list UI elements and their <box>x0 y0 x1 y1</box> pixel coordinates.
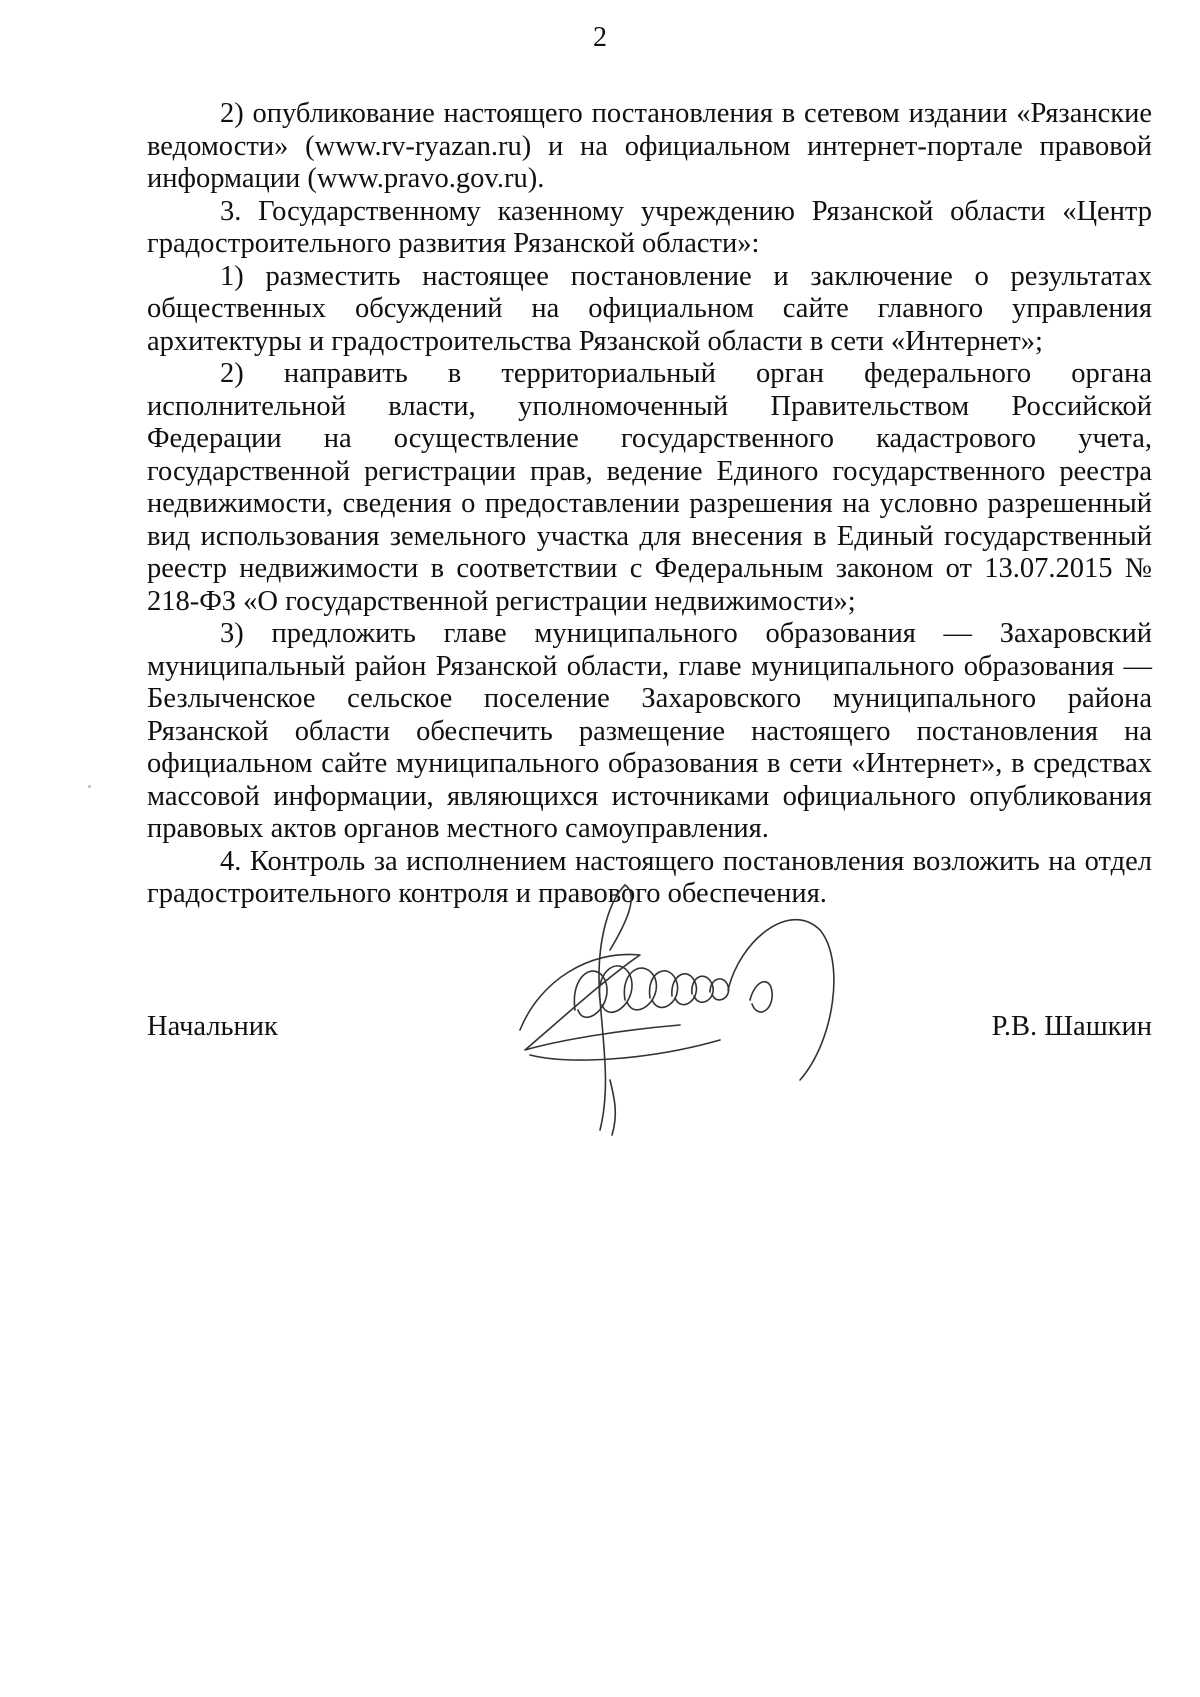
paragraph-item-3-2: 2) направить в территориальный орган федерального органа исполнительной власти, уполномоченный Правительством Российской Федерации на осуществление государственного кадастрового учета, государственной регистрации прав, ведение Единого государственного реестра недвижимости, сведения о предоставлении разрешения на условно разрешенный вид использования земельного участка для внесения в Единый государственный реестр недвижимости в соответствии с Федеральным законом от 13.07.2015 № 218-ФЗ «О государственной регистрации недвижимости»; <box>147 358 1152 617</box>
signer-position: Начальник <box>147 1011 278 1042</box>
paragraph-item-4: 4. Контроль за исполнением настоящего постановления возложить на отдел градостроительного контроля и правового обеспечения. <box>147 845 1152 909</box>
paragraph-item-3-1: 1) разместить настоящее постановление и заключение о результатах общественных обсуждений на официальном сайте главного управления архитектуры и градостроительства Рязанской области в сети «Интернет»; <box>147 260 1152 357</box>
document-body <box>147 98 1152 911</box>
paragraph-item-3: 3. Государственному казенному учреждению Рязанской области «Центр градостроительного развития Рязанской области»: <box>147 195 1152 259</box>
paragraph-item-3-3: 3) предложить главе муниципального образования — Захаровский муниципальный район Рязанской области, главе муниципального образования — Безлыченское сельское поселение Захаровского муниципального района Рязанской области обеспечить размещение настоящего постановления на официальном сайте муниципального образования в сети «Интернет», в средствах массовой информации, являющихся источниками официального опубликования правовых актов органов местного самоуправления. <box>147 618 1152 844</box>
scan-speck <box>88 785 91 788</box>
handwritten-signature <box>500 880 900 1140</box>
signer-name: Р.В. Шашкин <box>991 1011 1152 1042</box>
paragraph-publication: 2) опубликование настоящего постановления в сетевом издании «Рязанские ведомости» (www.rv-ryazan.ru) и на официальном интернет-портале правовой информации (www.pravo.gov.ru). <box>147 98 1152 194</box>
page-number: 2 <box>593 22 607 53</box>
